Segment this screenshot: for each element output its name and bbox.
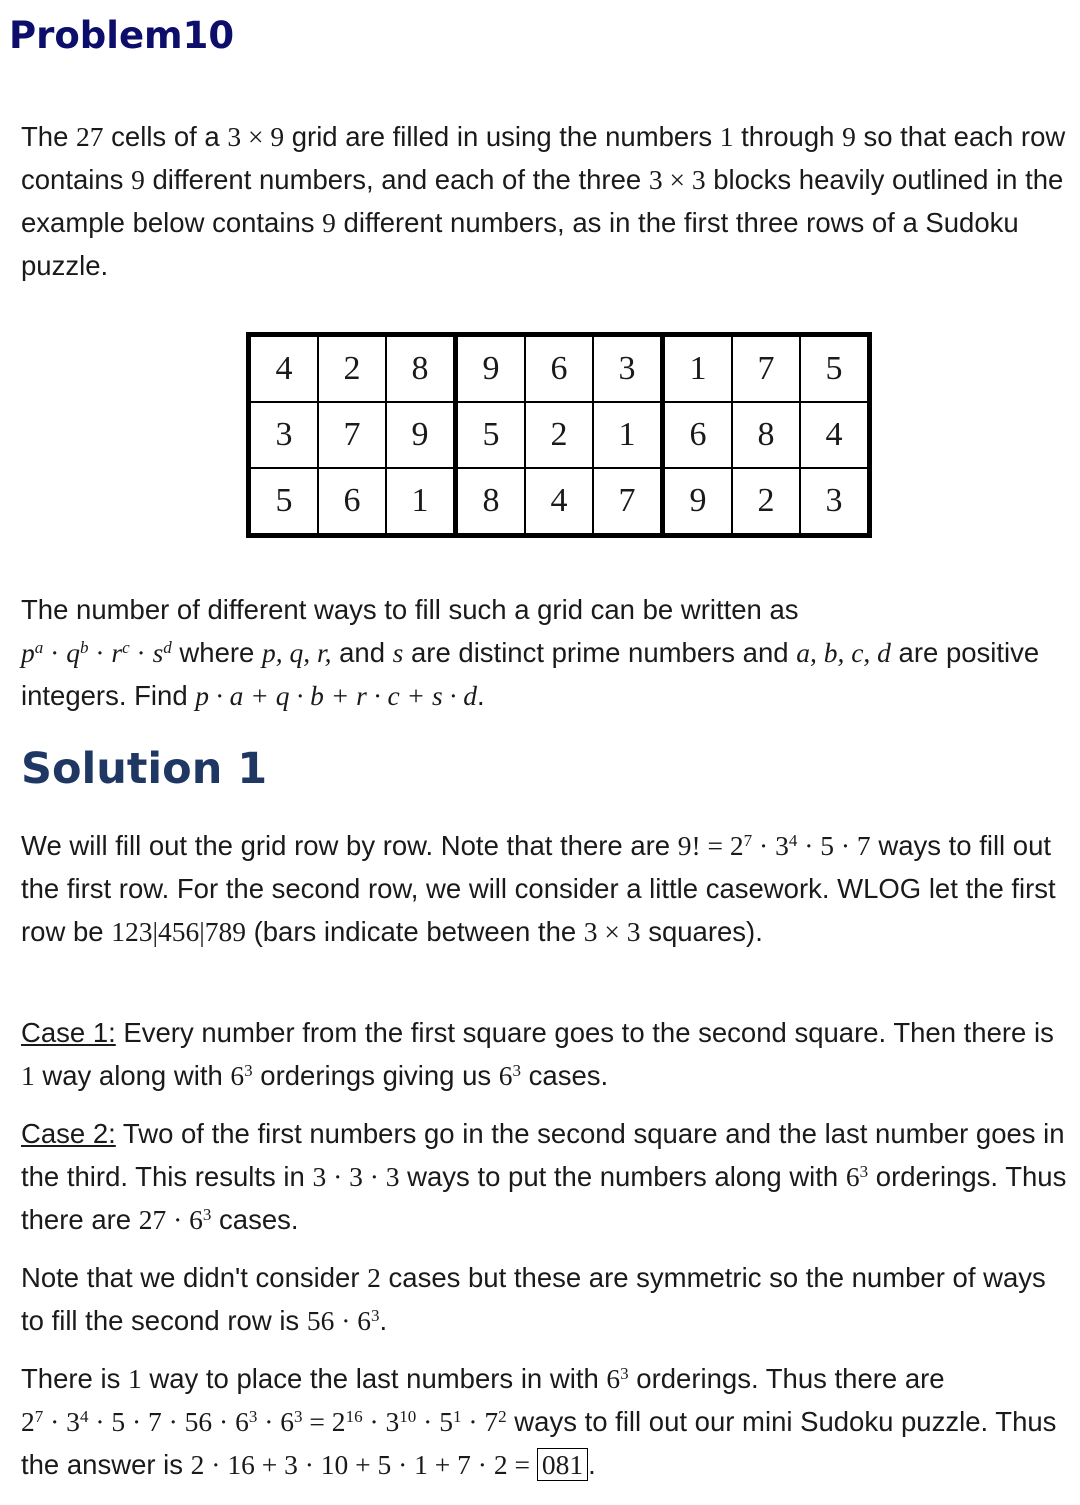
- grid-cell: 7: [593, 468, 663, 536]
- grid-cell: 9: [456, 335, 526, 403]
- grid-row: [249, 335, 870, 403]
- grid-cell: 4: [249, 335, 319, 403]
- grid-cell: 5: [456, 402, 526, 468]
- page-title: Problem10: [9, 14, 235, 57]
- sudoku-grid: [246, 332, 872, 538]
- grid-cell: 7: [318, 402, 386, 468]
- grid-cell: 8: [456, 468, 526, 536]
- problem-question: The number of different ways to fill such a grid can be written as $p^a \cdot q^b \cdot r^c \cdot s^d$ where p, q, r, and s are distinct prime numbers and a, b, c, d are positive integers. Find p · a + q · b + r · c + s · d.: [21, 594, 1040, 711]
- grid-cell: 9: [663, 468, 733, 536]
- grid-row: [249, 468, 870, 536]
- grid-cell: 8: [386, 335, 456, 403]
- final-computation: There is 1 way to place the last numbers in with $6^3$ orderings. Thus there are $2^7 \cdot 3^4 \cdot 5 \cdot 7 \cdot 56 \cdot 6^3 \cdot 6^3 = 2^{16} \cdot 3^{10} \cdot 5^1 \cdot 7^2$ ways to fill out our mini Sudoku puzzle. Thus the answer is 2 · 16 + 3 · 10 + 5 · 1 + 7 · 2 = 081 .: [21, 1363, 1057, 1480]
- grid-cell: 7: [732, 335, 800, 403]
- grid-cell: 8: [732, 402, 800, 468]
- grid-cell: 4: [800, 402, 870, 468]
- grid-cell: 1: [386, 468, 456, 536]
- grid-cell: 3: [249, 402, 319, 468]
- grid-cell: 9: [386, 402, 456, 468]
- grid-cell: 2: [525, 402, 593, 468]
- grid-cell: 1: [593, 402, 663, 468]
- case-1-label: Case 1:: [21, 1017, 116, 1048]
- grid-cell: 6: [318, 468, 386, 536]
- grid-cell: 3: [593, 335, 663, 403]
- grid-cell: 2: [732, 468, 800, 536]
- solution-heading: Solution 1: [21, 744, 268, 794]
- grid-cell: 5: [249, 468, 319, 536]
- grid-cell: 2: [318, 335, 386, 403]
- grid-cell: 4: [525, 468, 593, 536]
- case-1: Case 1: Every number from the first square goes to the second square. Then there is 1 way along with $6^3$ orderings giving us $6^3$ cases.: [21, 1017, 1054, 1091]
- grid-row: [249, 402, 870, 468]
- symmetry-note: Note that we didn't consider 2 cases but these are symmetric so the number of ways to fill the second row is $56 \cdot 6^3$.: [21, 1262, 1046, 1336]
- case-2: Case 2: Two of the first numbers go in the second square and the last number goes in the third. This results in 3 · 3 · 3 ways to put the numbers along with $6^3$ orderings. Thus there are $27 \cdot 6^3$ cases.: [21, 1118, 1067, 1235]
- grid-cell: 1: [663, 335, 733, 403]
- problem-statement: The 27 cells of a 3 × 9 grid are filled in using the numbers 1 through 9 so that each row contains 9 different numbers, and each of the three 3 × 3 blocks heavily outlined in the example below contains 9 different numbers, as in the first three rows of a Sudoku puzzle.: [21, 121, 1066, 281]
- grid-cell: 5: [800, 335, 870, 403]
- grid-cell: 6: [663, 402, 733, 468]
- grid-cell: 6: [525, 335, 593, 403]
- solution-intro: We will fill out the grid row by row. Note that there are 9! = $2^7 \cdot 3^4 \cdot 5 \cdot 7$ ways to fill out the first row. For the second row, we will consider a little casework. WLOG let the first row be 123|456|789 (bars indicate between the 3 × 3 squares).: [21, 830, 1056, 947]
- grid-cell: 3: [800, 468, 870, 536]
- answer-box: 081: [537, 1448, 588, 1481]
- case-2-label: Case 2:: [21, 1118, 116, 1149]
